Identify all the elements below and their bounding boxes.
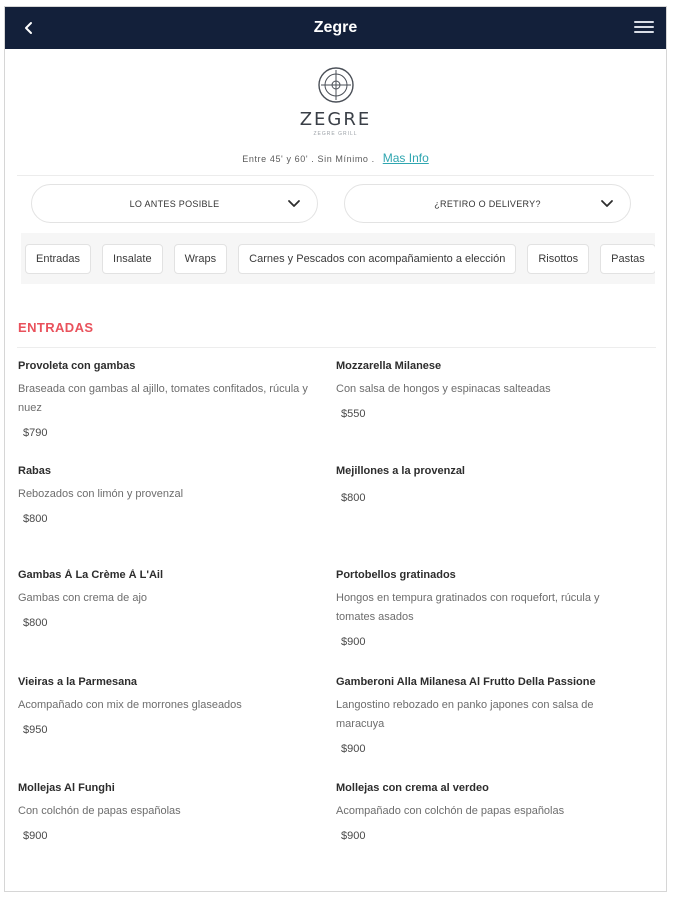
top-bar	[5, 7, 666, 49]
menu-item-price: $900	[23, 830, 48, 842]
menu-item-description: Rebozados con limón y provenzal	[18, 488, 184, 500]
schedule-select[interactable]	[31, 184, 318, 223]
menu-item-description: Acompañado con mix de morrones glaseados	[18, 699, 242, 711]
menu-item-description: Con colchón de papas españolas	[18, 805, 181, 817]
category-chip-carnes-pescados[interactable]: Carnes y Pescados con acompañamiento a elección	[238, 244, 516, 274]
menu-item-description: Con salsa de hongos y espinacas salteadas	[336, 383, 551, 395]
restaurant-logo	[316, 65, 356, 105]
menu-item[interactable]	[336, 569, 636, 648]
restaurant-header	[5, 49, 666, 165]
delivery-mode-select[interactable]	[344, 184, 631, 223]
app-frame	[4, 6, 667, 892]
menu-item-name: Rabas	[18, 465, 52, 477]
delivery-mode-select-label: ¿RETIRO O DELIVERY?	[434, 198, 541, 209]
menu-item[interactable]	[336, 465, 636, 504]
menu-item-name: Mejillones a la provenzal	[336, 465, 465, 477]
brand-name: ZEGRE	[299, 109, 372, 130]
section-title: ENTRADAS	[18, 320, 94, 335]
menu-item[interactable]	[18, 782, 318, 842]
menu-item-name: Gambas À La Crème À L'Ail	[18, 569, 164, 581]
section-divider	[17, 347, 656, 348]
schedule-select-label: LO ANTES POSIBLE	[129, 198, 220, 209]
menu-item-price: $800	[23, 617, 48, 629]
menu-item[interactable]	[18, 569, 318, 629]
category-chip-entradas[interactable]: Entradas	[25, 244, 91, 274]
menu-item[interactable]	[18, 676, 318, 736]
category-chip-pastas[interactable]: Pastas	[600, 244, 655, 274]
menu-item-description: Gambas con crema de ajo	[18, 592, 148, 604]
chevron-left-icon[interactable]	[17, 16, 41, 40]
category-chip-wraps[interactable]: Wraps	[174, 244, 228, 274]
menu-item-name: Mollejas Al Funghi	[18, 782, 115, 794]
category-chip-risottos[interactable]: Risottos	[527, 244, 589, 274]
chevron-down-icon	[600, 197, 614, 211]
order-selectors	[5, 176, 666, 223]
menu-item-price: $800	[23, 513, 48, 525]
more-info-link[interactable]: Mas Info	[382, 151, 429, 165]
menu-item-description: Langostino rebozado en panko japones con salsa de maracuya	[336, 699, 594, 730]
menu-item-price: $800	[341, 492, 366, 504]
delivery-info	[5, 151, 666, 165]
menu-item-description: Hongos en tempura gratinados con roquefort, rúcula y tomates asados	[336, 592, 600, 623]
menu-item-price: $900	[341, 636, 366, 648]
hamburger-icon[interactable]	[634, 17, 654, 37]
menu-item[interactable]	[336, 782, 636, 842]
menu-item[interactable]	[18, 465, 318, 525]
menu-item-name: Portobellos gratinados	[336, 569, 456, 581]
menu-item-name: Provoleta con gambas	[18, 360, 136, 372]
menu-item-description: Acompañado con colchón de papas españolas	[336, 805, 565, 817]
menu-item-price: $790	[23, 427, 48, 439]
menu-item-price: $900	[341, 830, 366, 842]
delivery-time-text: Entre 45' y 60' . Sin Mínimo .	[242, 154, 375, 164]
menu-item-name: Mozzarella Milanese	[336, 360, 442, 372]
menu-item-price: $950	[23, 724, 48, 736]
category-chip-insalate[interactable]: Insalate	[102, 244, 163, 274]
menu-item-price: $900	[341, 743, 366, 755]
category-bar	[21, 233, 655, 284]
menu-item-price: $550	[341, 408, 366, 420]
menu-item-name: Vieiras a la Parmesana	[18, 676, 138, 688]
menu-item[interactable]	[18, 360, 318, 439]
menu-item-name: Mollejas con crema al verdeo	[336, 782, 489, 794]
menu-item[interactable]	[336, 676, 616, 755]
menu-item[interactable]	[336, 360, 636, 420]
page-title: Zegre	[313, 19, 358, 36]
chevron-down-icon	[287, 197, 301, 211]
menu-item-name: Gamberoni Alla Milanesa Al Frutto Della Passione	[336, 676, 596, 688]
brand-subtitle: ZEGRE GRILL	[313, 131, 358, 137]
menu-item-description: Braseada con gambas al ajillo, tomates confitados, rúcula y nuez	[18, 383, 308, 414]
